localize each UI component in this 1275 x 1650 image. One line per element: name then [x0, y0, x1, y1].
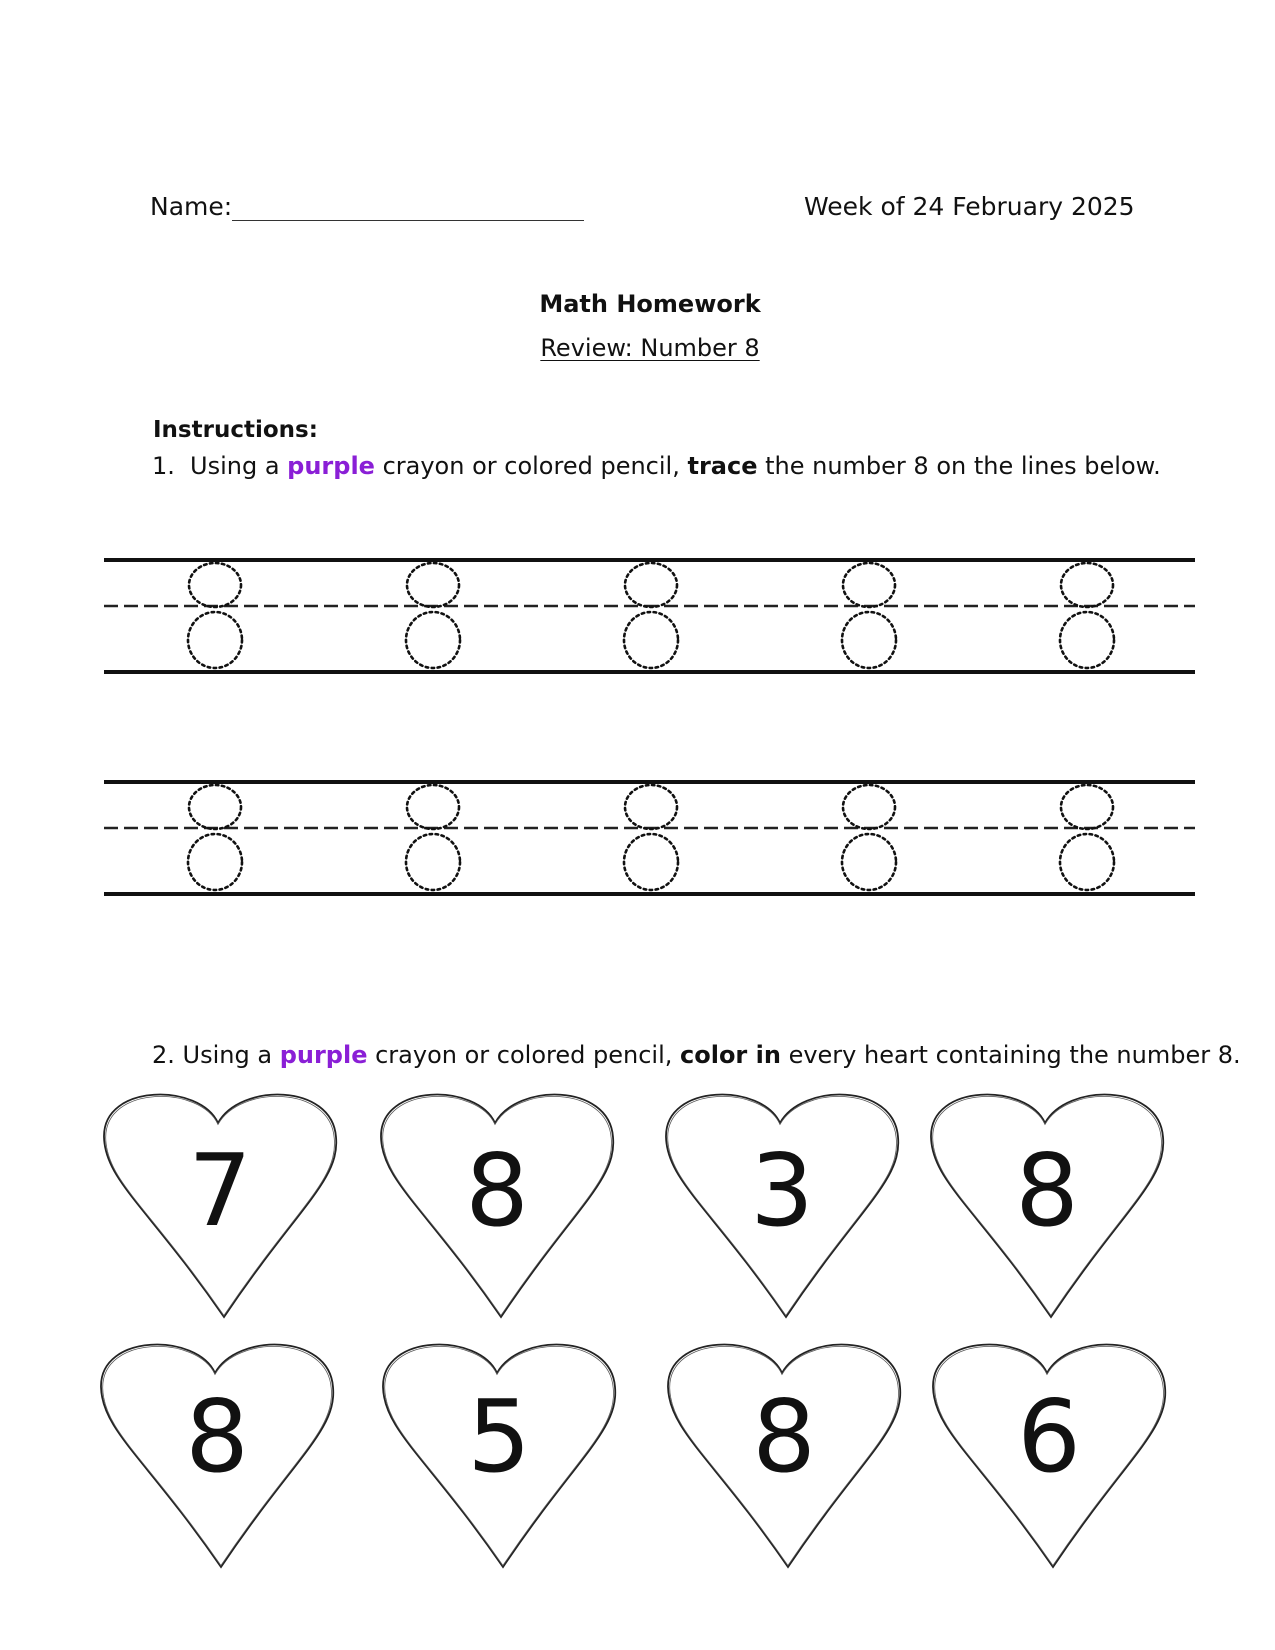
page-title: Math Homework — [539, 290, 761, 318]
heart-number: 6 — [1017, 1378, 1081, 1495]
week-date: Week of 24 February 2025 — [804, 192, 1135, 221]
heart-number: 5 — [467, 1378, 531, 1495]
heart-number: 3 — [750, 1132, 814, 1249]
step-1-action: trace — [687, 452, 758, 480]
step-2-color-word: purple — [279, 1041, 368, 1069]
heart-number: 7 — [188, 1132, 252, 1249]
heart-number: 8 — [465, 1132, 529, 1249]
heart-6[interactable] — [933, 1345, 1165, 1567]
step-1-text-b: crayon or colored pencil, — [374, 452, 688, 480]
name-label: Name: — [150, 192, 233, 221]
heart-3[interactable] — [666, 1095, 898, 1317]
step-1-number: 1. — [152, 452, 175, 480]
step-1-color-word: purple — [287, 452, 375, 480]
heart-number: 8 — [752, 1378, 816, 1495]
step-2-text-a: 2. Using a — [152, 1041, 280, 1069]
heart-8[interactable] — [381, 1095, 613, 1317]
step-1-text-a: Using a — [190, 452, 288, 480]
heart-8[interactable] — [101, 1345, 333, 1567]
heart-8[interactable] — [931, 1095, 1163, 1317]
heart-number: 8 — [185, 1378, 249, 1495]
heart-7[interactable] — [104, 1095, 336, 1317]
step-1-text-c: the number 8 on the lines below. — [757, 452, 1161, 480]
step-2-text-c: every heart containing the number 8. — [780, 1041, 1241, 1069]
instructions-heading: Instructions: — [153, 417, 318, 443]
subtitle-text: Review: Number 8 — [540, 334, 760, 362]
heart-number: 8 — [1015, 1132, 1079, 1249]
step-2-text-b: crayon or colored pencil, — [367, 1041, 680, 1069]
heart-8[interactable] — [668, 1345, 900, 1567]
step-2-action: color in — [680, 1041, 781, 1069]
heart-5[interactable] — [383, 1345, 615, 1567]
